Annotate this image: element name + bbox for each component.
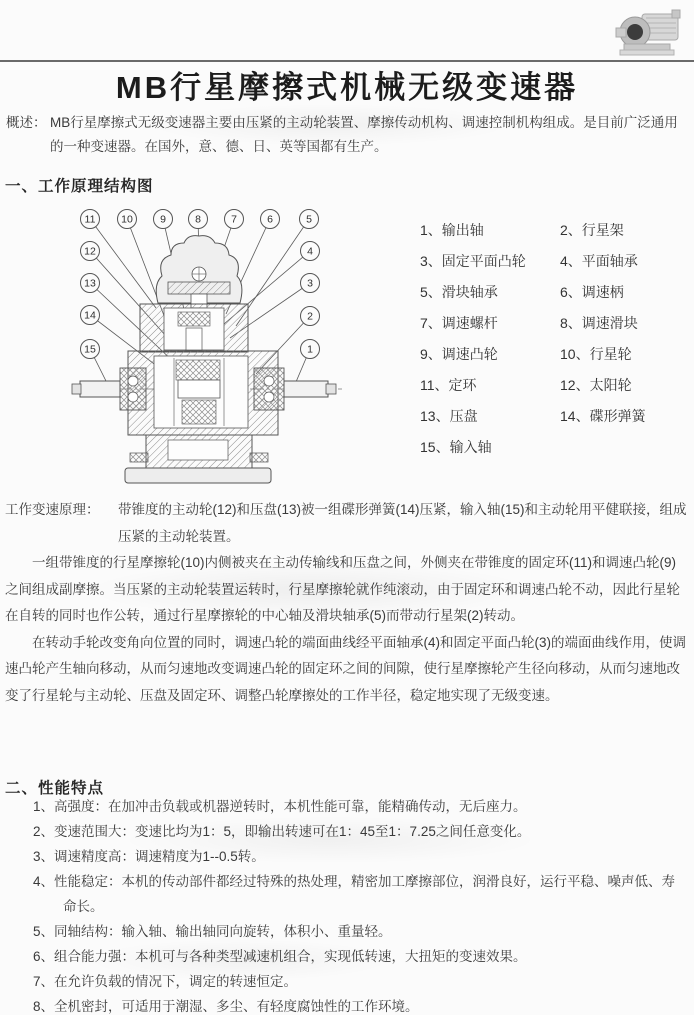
feature-item: 2、变速范围大：变速比均为1：5，即输出转速可在1：45至1：7.25之间任意变化。 (33, 824, 531, 839)
parts-list-item: 6、调速柄 (560, 284, 624, 300)
parts-list-item: 3、固定平面凸轮 (420, 253, 526, 269)
parts-list-item: 7、调速螺杆 (420, 315, 498, 331)
parts-list (420, 220, 690, 468)
features-list (33, 794, 683, 1015)
svg-text:1: 1 (307, 343, 313, 356)
principle-label: 工作变速原理： (5, 502, 100, 517)
svg-text:8: 8 (195, 213, 201, 226)
callout-15 (81, 340, 100, 359)
parts-list-item: 15、输入轴 (420, 439, 492, 455)
feature-item: 7、在允许负载的情况下，调定的转速恒定。 (33, 974, 298, 989)
parts-list-item: 5、滑块轴承 (420, 284, 498, 300)
feature-item: 6、组合能力强：本机可与各种类型减速机组合，实现低转速，大扭矩的变速效果。 (33, 949, 527, 964)
overview-paragraph (6, 111, 688, 159)
callout-3 (301, 274, 320, 293)
callout-8 (189, 210, 208, 229)
svg-text:11: 11 (84, 213, 96, 226)
section2-heading: 二、性能特点 (5, 780, 105, 797)
svg-text:4: 4 (307, 245, 313, 258)
parts-list-item: 14、碟形弹簧 (560, 408, 646, 424)
svg-text:5: 5 (306, 213, 312, 226)
svg-text:13: 13 (84, 277, 96, 290)
gear-motor-photo-icon (608, 4, 686, 62)
parts-list-item: 11、定环 (420, 377, 477, 393)
callout-6 (261, 210, 280, 229)
principle-paragraph-1 (5, 497, 689, 550)
svg-text:14: 14 (84, 309, 96, 322)
feature-item: 4、性能稳定：本机的传动部件都经过特殊的热处理，精密加工摩擦部位，润滑良好，运行平稳、噪声低、寿命长。 (33, 874, 676, 914)
callout-14 (81, 306, 100, 325)
principle-text-1: 带锥度的主动轮(12)和压盘(13)被一组碟形弹簧(14)压紧，输入轴(15)和主动轮用平健联接，组成压紧的主动轮装置。 (118, 502, 687, 544)
callout-1 (301, 340, 320, 359)
callout-11 (81, 210, 100, 229)
svg-text:12: 12 (84, 245, 96, 258)
feature-item: 3、调速精度高：调速精度为1--0.5转。 (33, 849, 265, 864)
callout-13 (81, 274, 100, 293)
callout-7 (225, 210, 244, 229)
principle-paragraph-3: 在转动手轮改变角向位置的同时，调速凸轮的端面曲线经平面轴承(4)和固定平面凸轮(3)的端面曲线作用，使调速凸轮产生轴向移动，从而匀速地改变调速凸轮的固定环之间的间隙，使行星摩擦轮产生径向移动，从而匀速地改变了行星轮与主动轮、压盘及固定环、调整凸轮摩擦处的工作半径，稳定地实现了无级变速。 (5, 634, 686, 703)
callout-9 (154, 210, 173, 229)
callout-5 (300, 210, 319, 229)
feature-item: 8、全机密封，可适用于潮湿、多尘、有轻度腐蚀性的工作环境。 (33, 999, 419, 1014)
working-principle (5, 497, 689, 709)
svg-text:3: 3 (307, 277, 313, 290)
parts-list-item: 13、压盘 (420, 408, 478, 424)
feature-item: 1、高强度：在加冲击负载或机器逆转时，本机性能可靠，能精确传动，无后座力。 (33, 799, 527, 814)
callout-12 (81, 242, 100, 261)
callout-10 (118, 210, 137, 229)
svg-text:9: 9 (160, 213, 166, 226)
parts-list-item: 10、行星轮 (560, 346, 632, 362)
parts-list-item: 12、太阳轮 (560, 377, 632, 393)
overview-label: 概述： (6, 115, 47, 130)
structure-diagram (28, 196, 390, 496)
principle-paragraph-2: 一组带锥度的行星摩擦轮(10)内侧被夹在主动传输线和压盘之间，外侧夹在带锥度的固定环(11)和调速凸轮(9)之间组成副摩擦。当压紧的主动轮装置运转时，行星摩擦轮就作纯滚动，由于固定环和调速凸轮不动，因此行星轮在自转的同时也作公转，通过行星摩擦轮的中心轴及滑块轴承(5)而带动行星架(2)转动。 (5, 555, 680, 623)
overview-text: MB行星摩擦式无级变速器主要由压紧的主动轮装置、摩擦传动机构、调速控制机构组成。是目前广泛通用的一种变速器。在国外，意、德、日、英等国都有生产。 (50, 115, 678, 154)
callout-2 (301, 307, 320, 326)
svg-text:15: 15 (84, 343, 96, 356)
section1-heading: 一、工作原理结构图 (5, 178, 154, 195)
machine-cross-section (72, 236, 342, 483)
svg-text:7: 7 (231, 213, 237, 226)
parts-list-item: 8、调速滑块 (560, 315, 638, 331)
parts-list-item: 1、输出轴 (420, 222, 484, 238)
callout-4 (301, 242, 320, 261)
svg-text:2: 2 (307, 310, 313, 323)
parts-list-item: 4、平面轴承 (560, 253, 638, 269)
parts-list-item: 9、调速凸轮 (420, 346, 498, 362)
svg-text:6: 6 (267, 213, 273, 226)
svg-text:10: 10 (121, 213, 133, 226)
page-title: MB行星摩擦式机械无级变速器 (115, 70, 579, 105)
parts-list-item: 2、行星架 (560, 222, 624, 238)
feature-item: 5、同轴结构：输入轴、输出轴同向旋转，体积小、重量轻。 (33, 924, 392, 939)
